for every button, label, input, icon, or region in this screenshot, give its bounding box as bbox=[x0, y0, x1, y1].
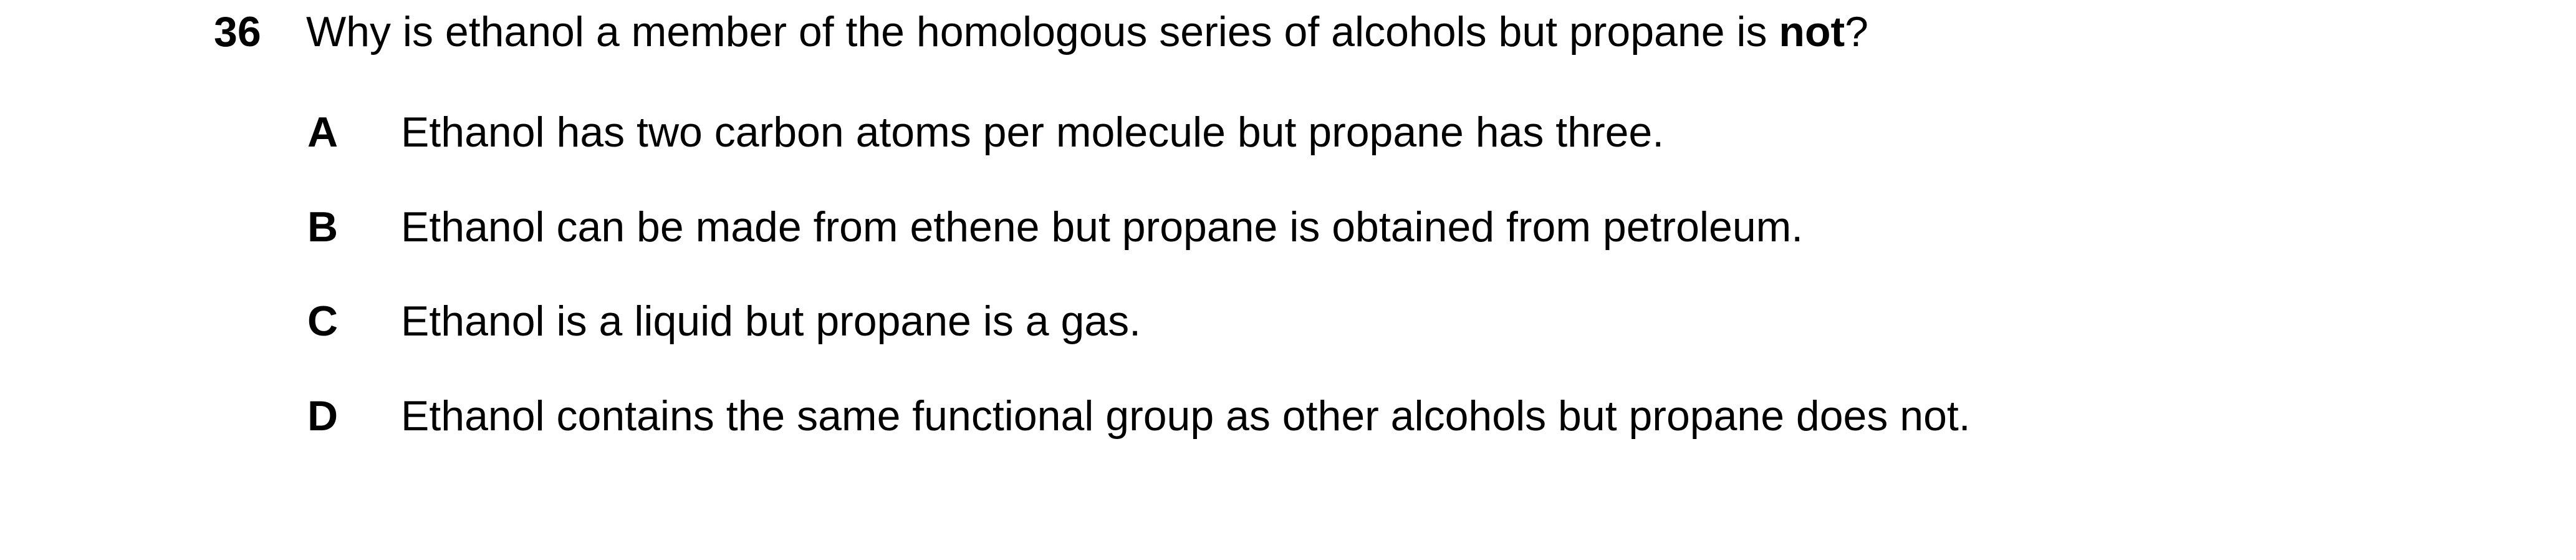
question-stem bbox=[306, 4, 1868, 60]
option-text: Ethanol is a liquid but propane is a gas. bbox=[401, 297, 1141, 345]
option-text: Ethanol can be made from ethene but propane is obtained from petroleum. bbox=[401, 203, 1804, 251]
question-number: 36 bbox=[214, 8, 261, 56]
answer-option-d bbox=[0, 388, 2576, 450]
option-letter: D bbox=[307, 392, 339, 440]
question-stem-text: Why is ethanol a member of the homologous series of alcohols but propane is bbox=[306, 8, 1779, 56]
option-letter: A bbox=[307, 109, 339, 156]
option-text: Ethanol has two carbon atoms per molecule but propane has three. bbox=[401, 109, 1665, 156]
question-stem-end: ? bbox=[1845, 8, 1868, 56]
answer-option-c bbox=[0, 293, 2576, 355]
option-text: Ethanol contains the same functional group as other alcohols but propane does not. bbox=[401, 392, 1971, 440]
option-letter: B bbox=[307, 203, 339, 251]
option-letter: C bbox=[307, 297, 339, 345]
question-stem-emphasis: not bbox=[1779, 8, 1845, 56]
answer-option-a bbox=[0, 104, 2576, 167]
answer-option-b bbox=[0, 199, 2576, 261]
